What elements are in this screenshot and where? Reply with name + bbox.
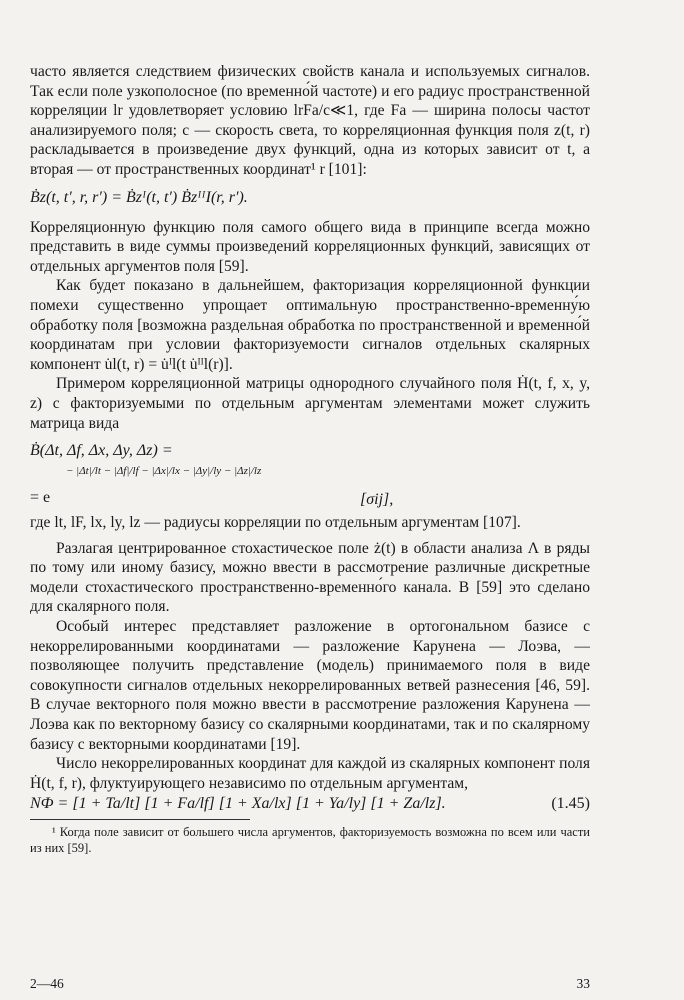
equation-number: (1.45) (551, 795, 590, 813)
page-footer (30, 976, 590, 992)
signature-mark: 2—46 (30, 976, 64, 991)
paragraph-6: Разлагая центрированное стохастическое поле ż(t) в области анализа Λ в ряды по тому или иному базису, можно ввести в рассмотрение различные дискретные модели стохастического пространственно-временно́го канала. В [59] это сделано для скалярного поля. (30, 539, 590, 616)
equation-matrix-head: Ḃ(Δt, Δf, Δx, Δy, Δz) = (30, 442, 173, 460)
footnote-rule (30, 819, 250, 820)
page-body (30, 62, 590, 856)
paragraph-1: часто является следствием физических свойств канала и используемых сигналов. Так если поле узкополосное (по временно́й частоте) и его радиус пространственной корреляции lr удовлетворяет условию lrFa/c≪1, где Fa — ширина полосы частот анализируемого поля; с — скорость света, то корреляционная функция поля z(t, r) раскладывается в произведение двух функций, одна из которых зависит от t, а вторая — от пространственных координат¹ r [101]: (30, 63, 590, 178)
page-number: 33 (576, 976, 590, 991)
equation-1-45-body: NФ = [1 + Ta/lt] [1 + Fa/lf] [1 + Xa/lx] [1 + Ya/ly] [1 + Za/lz]. (30, 795, 446, 813)
equation-1-45 (30, 795, 590, 813)
paragraph-3: Как будет показано в дальнейшем, факторизация корреляционной функции помехи существенно упрощает оптимальную пространственно-временну́ю обработку поля [возможна раздельная обработка по пространственной и временно́й координатам при условии факторизуемости сигналов отдельных скалярных компонент u̇l(t, r) = u̇ᴵl(t u̇ᴵᴵl(r)]. (30, 277, 590, 373)
paragraph-7: Особый интерес представляет разложение в ортогональном базисе с некоррелированными координатами — разложение Карунена — Лоэва, — позволяющее получить представление (модель) принимаемого поля в виде совокупности сигналов отдельных некоррелированных ветвей разнесения [46, 59]. В случае векторного поля можно ввести в рассмотрение разложения Карунена — Лоэва как по векторному базису со скалярными координатами, так и по скалярному базису с векторными координатами [19]. (30, 618, 590, 753)
equation-matrix-exponent: − |Δt|/lt − |Δf|/lf − |Δx|/lx − |Δy|/ly − |Δz|/lz (66, 465, 262, 478)
paragraph-8: Число некоррелированных координат для каждой из скалярных компонент поля Ḣ(t, f, r), флуктуирующего независимо по отдельным аргументам, (30, 755, 590, 792)
equation-matrix-e: = e (30, 489, 51, 507)
footnote: ¹ Когда поле зависит от большего числа аргументов, факторизуемость возможна по всем или части из них [59]. (30, 825, 590, 856)
paragraph-4: Примером корреляционной матрицы однородного случайного поля Ḣ(t, f, x, y, z) с факторизуемыми по отдельным аргументам элементами может служить матрица вида (30, 375, 590, 432)
paragraph-2: Корреляционную функцию поля самого общего вида в принципе всегда можно представить в виде суммы произведений корреляционных функций, зависящих от отдельных аргументов поля [59]. (30, 218, 590, 275)
equation-correlation-factorized: Ḃz(t, t′, r, r′) = Ḃzᴵ(t, t′) ḂzᴵᴵІ(r, r′). (30, 188, 248, 206)
equation-matrix-sigma: [σij], (360, 491, 394, 509)
equation-matrix-exponential (30, 465, 590, 513)
paragraph-5: где lt, lF, lx, ly, lz — радиусы корреляции по отдельным аргументам [107]. (30, 514, 521, 532)
